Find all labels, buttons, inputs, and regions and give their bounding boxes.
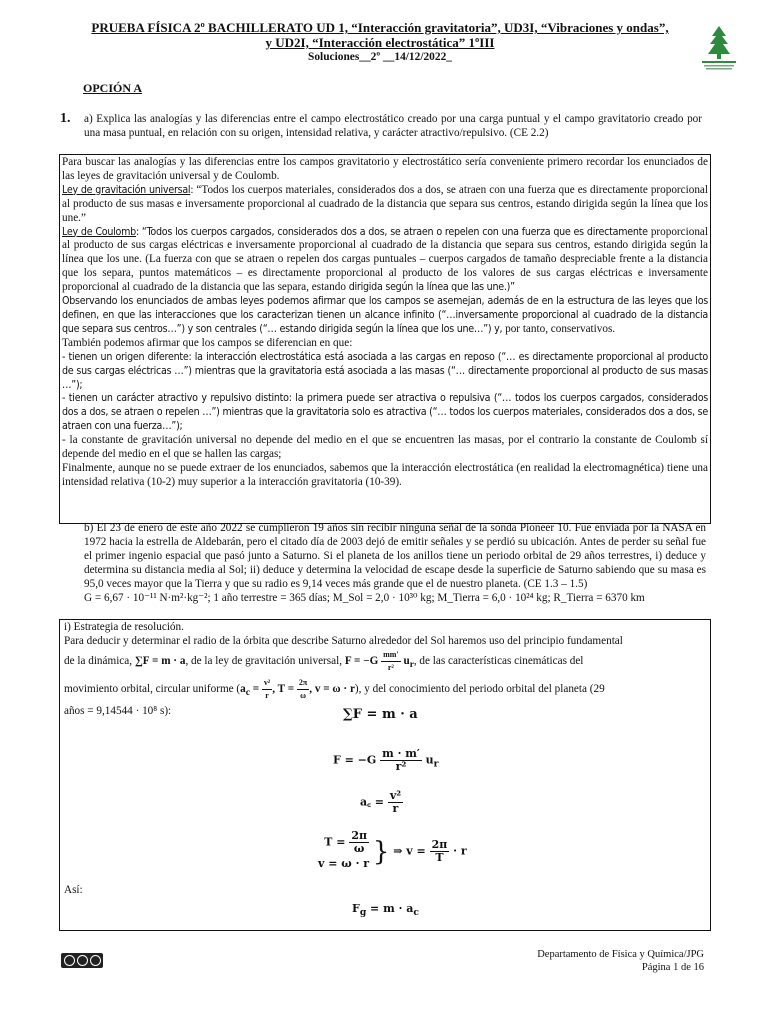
- creative-commons-icon: [61, 953, 103, 968]
- coulomb-law-label: Ley de Coulomb: [62, 225, 136, 238]
- document-header: [40, 20, 720, 64]
- eq4-period-lhs: T =: [324, 835, 346, 849]
- part-b-statement: b) El 23 de enero de este año 2022 se cumplieron 19 años sin recibir ninguna señal de la sonda Pioneer 10. Fue enviada por la NASA en 1972 hacia la estrella de Aldebarán, pero el citado día de 2003 dejó de emitir señales y se perdió su ubicación. Antes de perder su señal fue el primer ingenio espacial que pasó junto a Saturno. Si el planeta de los anillos tiene un periodo orbital de 29 años terrestres, i) deduce y determina su distancia media al Sol; ii) deduce y determina la velocidad de escape desde la superficie de Saturno sabiendo que su masa es 95,0 veces mayor que la Tierra y que su radio es 9,14 veces más grande que el de nuestro planeta. (CE 1.3 – 1.5): [84, 522, 706, 590]
- strategy-text-2: , de la ley de gravitación universal,: [185, 654, 343, 667]
- school-crest-icon: [698, 24, 740, 72]
- eq2-denominator: r²: [395, 760, 407, 773]
- exam-subtitle: Soluciones__2º __14/12/2022_: [308, 51, 452, 63]
- equation-gravitation: F = −G $\frac{m \cdot m'}{\text{r²}}$ $u_r$: [333, 747, 439, 773]
- eq4-implies: ⇒ v =: [393, 844, 426, 858]
- eq4-numerator2: 2π: [431, 838, 448, 851]
- kinematics-inline: $a_c$ = $\frac{\text{v²}}{r}$ , T = $\frac{2\pi}{\omega}$ , v = ω · r: [240, 678, 355, 701]
- bullet-origin-a: - tienen un origen diferente: la interacción electrostática está asociada a las cargas en reposo (“… es directamente proporcional: [62, 350, 653, 363]
- question-number: 1.: [60, 111, 71, 126]
- answer-a-gravitation-law: [62, 184, 708, 226]
- eq4-numerator1: 2π: [351, 829, 368, 842]
- footer-page-number: Página 1 de 16: [641, 962, 704, 973]
- bullet-character-c: considerados dos a dos, se atraen con una fuerza…”);: [62, 406, 708, 433]
- part-b-data: G = 6,67 · 10⁻¹¹ N·m²·kg⁻²; 1 año terrestre = 365 días; M_Sol = 2,0 · 10³⁰ kg; M_Tierra = 6,0 · 10²⁴ kg; R_Tierra = 6370 km: [84, 591, 645, 604]
- answer-a-coulomb-law: [62, 226, 708, 296]
- question-part-a: a) Explica las analogías y las diferencias entre el campo electrostático creado por una carga puntual y el campo gravitatorio creado por una masa puntual, en relación con su origen, intensidad relativa, y carácter atractivo/repulsivo. (CE 2.2): [84, 113, 702, 139]
- eq4-tail: · r: [453, 844, 467, 858]
- answer-a-bullet-character: [62, 392, 708, 434]
- strategy-text-4: movimiento orbital, circular uniforme (: [64, 683, 241, 696]
- footer-department: Departamento de Física y Química/JPG: [537, 949, 704, 960]
- eq3-denominator: r: [392, 802, 399, 815]
- coulomb-law-text-a: : “Todos los cuerpos cargados, considerados dos a dos, se atraen o repelen con una fuerza que es directamente: [135, 225, 648, 238]
- answer-a-intro: Para buscar las analogías y las diferencias entre los campos gravitatorio y electrostático sería conveniente primero recordar los enunciados de las leyes de gravitación universal y de Coulomb.: [62, 156, 708, 182]
- bullet-character-b: considerados dos a dos, se atraen o repelen …”) mientras que la gravitatoria solo es atractiva (“… todos los cuerpos materiales,: [62, 392, 709, 419]
- bullet-origin-c: al producto de sus masas …”);: [62, 364, 708, 391]
- answer-b-box: [59, 619, 711, 931]
- gravitation-law-inline: F = −G $\frac{mm'}{\text{r²}}$ $u_r$: [344, 649, 414, 672]
- coulomb-law-text-c: dirigida según la línea que las une.)”: [348, 281, 515, 294]
- option-title: OPCIÓN A: [83, 81, 143, 95]
- gravitation-law-label: Ley de gravitación universal: [62, 183, 191, 196]
- eq4-velocity-relation: v = ω · r: [318, 857, 370, 870]
- newton-law-inline: ∑F = m · a: [134, 654, 186, 667]
- page-footer: [537, 948, 704, 974]
- equation-velocity-system: T = $\frac{2\pi}{\omega}$ v = ω · r } ⇒ v = $\frac{2\pi}{T}$ · r: [318, 830, 467, 873]
- answer-b-strategy-line4: años = 9,14544 · 10⁸ s):: [64, 705, 172, 718]
- eq2-lhs: F = −G: [333, 753, 377, 767]
- eq4-denominator2: T: [435, 851, 444, 864]
- equation-centripetal: [360, 790, 403, 815]
- exam-title-line2: y UD2I, “Interacción electrostática” 1ºIII: [265, 35, 495, 50]
- answer-a-conclusion: Finalmente, aunque no se puede extraer de los enunciados, sabemos que la interacción electrostática (en realidad la electromagnética) tiene una intensidad relativa (10-2) muy superior a la interacción gravitatoria (10-39).: [62, 461, 708, 488]
- answer-b-strategy-line2: [64, 649, 706, 677]
- bullet-origin-b: al producto de sus cargas eléctricas …”) mientras que la gravitatoria está asociada a las masas (“… directamente proporcional: [62, 350, 708, 377]
- answer-b-heading: i) Estrategia de resolución.: [64, 621, 184, 633]
- equation-newton: ∑F = m · a: [343, 707, 418, 722]
- eq3-lhs: a꜀ =: [360, 795, 384, 809]
- exam-title-line1: PRUEBA FÍSICA 2º BACHILLERATO UD 1, “Interacción gravitatoria”, UD3I, “Vibraciones y ondas”,: [91, 20, 669, 35]
- gravitation-law-text: : “Todos los cuerpos materiales, considerados dos a dos, se atraen con una fuerza que es directamente proporcional al producto de sus masas e inversamente proporcional al cuadrado de la distancia que separa sus centros, estando dirigida según la línea que los une.”: [62, 183, 708, 224]
- bullet-character-a: - tienen un carácter atractivo y repulsivo distinto: la primera puede ser atractiva o repulsiva (“… todos los cuerpos cargados,: [62, 392, 645, 405]
- strategy-text-3: , de las características cinemáticas del: [413, 654, 584, 667]
- answer-a-box: [59, 154, 711, 524]
- equation-gravity-force: $F_g = m \cdot a_c$: [352, 902, 419, 919]
- eq3-numerator: v²: [389, 789, 402, 802]
- answer-b-strategy-line3: [64, 677, 706, 705]
- answer-b-strategy-line1: Para deducir y determinar el radio de la órbita que describe Saturno alrededor del Sol haremos uso del principio fundamental: [64, 634, 623, 647]
- strategy-text-5: ), y del conocimiento del periodo orbital del planeta (29: [354, 683, 605, 696]
- asi-label: Así:: [64, 884, 83, 896]
- coulomb-law-text-b: proporcional al producto de sus cargas eléctricas e inversamente proporcional al cuadrado de la distancia que separa sus centros, estando dirigida según la línea que los une. (La fuerza con que se atraen o repelen dos cargas puntuales – cuerpos cargados de tamaño despreciable frente a la distancia que los separa, puntos matemáticos – es directamente proporcional al producto de los valores de sus cargas eléctricas e inversamente proporcional al cuadrado de la distancia que las separa, estando: [62, 225, 708, 294]
- answer-a-analogies: [62, 295, 708, 337]
- question-part-b: [84, 522, 706, 605]
- answer-a-differences-intro: También podemos afirmar que los campos se diferencian en que:: [62, 336, 353, 349]
- answer-a-bullet-constant: - la constante de gravitación universal no depende del medio en el que se encuentren las masas, por el contrario la constante de Coulomb sí depende del medio en el que se hallen las cargas;: [62, 434, 708, 461]
- analogies-text-b: por tanto, conservativos.: [505, 322, 616, 335]
- strategy-text-1: de la dinámica,: [64, 654, 133, 667]
- analogies-text-a: Observando los enunciados de ambas leyes podemos afirmar que los campos se asemejan, además de en la estructura de las leyes que los definen, en que las interacciones que los caracterizan tienen un alcance infinito (“…inversamente proporcional al cuadrado de la distancia que separa sus centros…”) y son centrales (“… estando dirigida según la línea que los une…”) y,: [62, 295, 708, 335]
- eq4-denominator1: ω: [353, 842, 365, 855]
- eq2-numerator: m · m′: [382, 747, 420, 760]
- answer-a-bullet-origin: [62, 351, 708, 393]
